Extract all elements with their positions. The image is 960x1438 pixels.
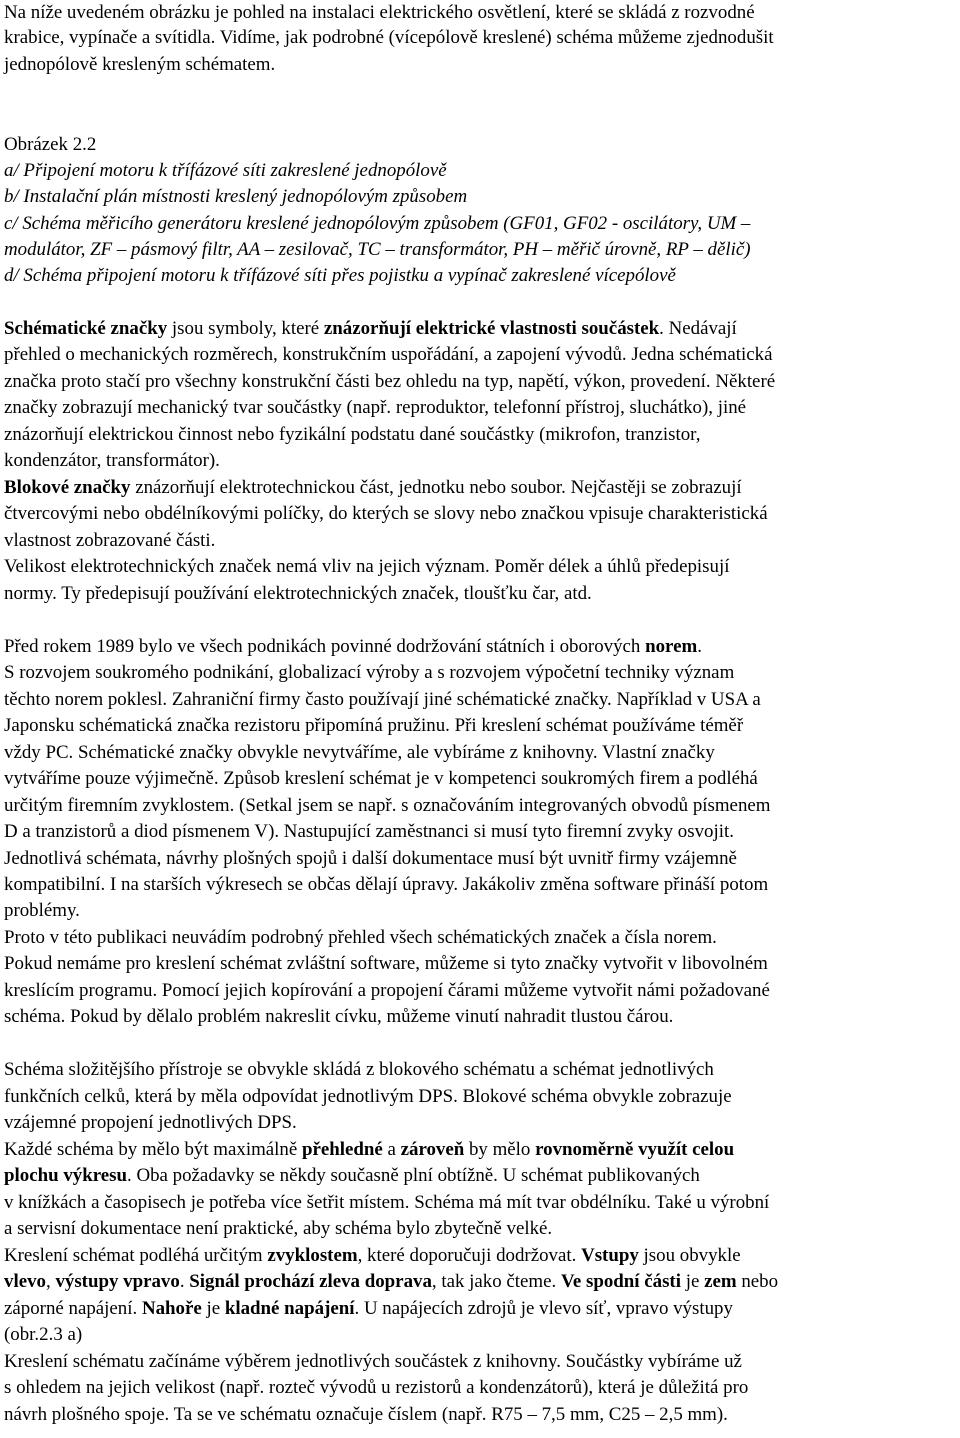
paragraph-line: značka proto stačí pro všechny konstrukční části bez ohledu na typ, napětí, výkon, provedení. Některé: [4, 371, 776, 392]
paragraph-line: vždy PC. Schématické značky obvykle nevytváříme, ale vybíráme z knihovny. Vlastní značky: [4, 742, 715, 763]
paragraph-line: normy. Ty předepisují používání elektrotechnických značek, tloušťku čar, atd.: [4, 583, 592, 604]
paragraph-line: D a tranzistorů a diod písmenem V). Nastupující zaměstnanci si musí tyto firemní zvyky osvojit.: [4, 821, 734, 842]
paragraph-line: Velikost elektrotechnických značek nemá vliv na jejich význam. Poměr délek a úhlů předepisují: [4, 556, 730, 577]
paragraph-line: Blokové značky znázorňují elektrotechnickou část, jednotku nebo soubor. Nejčastěji se zobrazují: [4, 477, 742, 498]
paragraph-line: a servisní dokumentace není praktické, aby schéma bylo zbytečně velké.: [4, 1218, 553, 1239]
paragraph-line: Každé schéma by mělo být maximálně přehledné a zároveň by mělo rovnoměrně využít celou: [4, 1139, 735, 1160]
paragraph-line: značky zobrazují mechanický tvar součástky (např. reproduktor, telefonní přístroj, sluchátko), jiné: [4, 397, 747, 418]
caption-c-line-1: c/ Schéma měřicího generátoru kreslené jednopólovým způsobem (GF01, GF02 - oscilátory, UM –: [4, 213, 751, 234]
paragraph-line: Před rokem 1989 bylo ve všech podnikách povinné dodržování státních i oborových norem.: [4, 636, 702, 657]
paragraph-line: Kreslení schémat podléhá určitým zvyklostem, které doporučuji dodržovat. Vstupy jsou obvykle: [4, 1245, 741, 1266]
paragraph-line: funkčních celků, která by měla odpovídat jednotlivým DPS. Blokové schéma obvykle zobrazuje: [4, 1086, 732, 1107]
figure-label: Obrázek 2.2: [4, 134, 97, 155]
paragraph-line: (obr.2.3 a): [4, 1324, 83, 1345]
paragraph-line: čtvercovými nebo obdélníkovými políčky, do kterých se slovy nebo značkou vpisuje charakteristická: [4, 503, 768, 524]
caption-a: a/ Připojení motoru k třífázové síti zakreslené jednopólově: [4, 160, 447, 181]
paragraph-line: záporné napájení. Nahoře je kladné napájení. U napájecích zdrojů je vlevo síť, vpravo výstupy: [4, 1298, 733, 1319]
paragraph-line: kreslícím programu. Pomocí jejich kopírování a propojení čárami můžeme vytvořit námi požadované: [4, 980, 770, 1001]
paragraph-line: určitým firemním zvyklostem. (Setkal jsem se např. s označováním integrovaných obvodů písmenem: [4, 795, 771, 816]
paragraph-line: v knížkách a časopisech je potřeba více šetřit místem. Schéma má mít tvar obdélníku. Také u výrobní: [4, 1192, 770, 1213]
paragraph-line: přehled o mechanických rozměrech, konstrukčním uspořádání, a zapojení vývodů. Jedna schématická: [4, 344, 773, 365]
paragraph-line: plochu výkresu. Oba požadavky se někdy současně plní obtížně. U schémat publikovaných: [4, 1165, 700, 1186]
paragraph-line: Jednotlivá schémata, návrhy plošných spojů i další dokumentace musí být uvnitř firmy vzájemně: [4, 848, 737, 869]
caption-b: b/ Instalační plán místnosti kreslený jednopólovým způsobem: [4, 186, 468, 207]
paragraph-line: Schématické značky jsou symboly, které znázorňují elektrické vlastnosti součástek. Nedávají: [4, 318, 737, 339]
paragraph-line: Kreslení schématu začínáme výběrem jednotlivých součástek z knihovny. Součástky vybíráme už: [4, 1351, 742, 1372]
paragraph-line: vytváříme pouze výjimečně. Způsob kreslení schémat je v kompetenci soukromých firem a podléhá: [4, 768, 758, 789]
caption-c-line-2: modulátor, ZF – pásmový filtr, AA – zesilovač, TC – transformátor, PH – měřič úrovně, RP – dělič): [4, 239, 751, 260]
paragraph-line: návrh plošného spoje. Ta se ve schématu označuje číslem (např. R75 – 7,5 mm, C25 – 2,5 mm).: [4, 1404, 728, 1425]
intro-line-2: krabice, vypínače a svítidla. Vidíme, jak podrobné (vícepólově kreslené) schéma můžeme zjednodušit: [4, 27, 774, 48]
paragraph-line: problémy.: [4, 900, 80, 921]
paragraph-line: Proto v této publikaci neuvádím podrobný přehled všech schématických značek a čísla norem.: [4, 927, 717, 948]
paragraph-line: s ohledem na jejich velikost (např. rozteč vývodů u rezistorů a kondenzátorů), která je důležitá pro: [4, 1377, 749, 1398]
paragraph-line: schéma. Pokud by dělalo problém nakreslit cívku, můžeme vinutí nahradit tlustou čárou.: [4, 1006, 674, 1027]
paragraph-line: kondenzátor, transformátor).: [4, 450, 220, 471]
paragraph-line: S rozvojem soukromého podnikání, globalizací výroby a s rozvojem výpočetní techniky význam: [4, 662, 735, 683]
paragraph-line: Japonsku schématická značka rezistoru připomíná pružinu. Při kreslení schémat používáme téměř: [4, 715, 744, 736]
paragraph-line: vlastnost zobrazované části.: [4, 530, 216, 551]
intro-line-3: jednopólově kresleným schématem.: [4, 54, 276, 75]
paragraph-line: Pokud nemáme pro kreslení schémat zvláštní software, můžeme si tyto značky vytvořit v libovolném: [4, 953, 768, 974]
paragraph-line: těchto norem poklesl. Zahraniční firmy často používají jiné schématické značky. Například v USA a: [4, 689, 761, 710]
paragraph-line: znázorňují elektrickou činnost nebo fyzikální podstatu dané součástky (mikrofon, tranzistor,: [4, 424, 701, 445]
intro-line-1: Na níže uvedeném obrázku je pohled na instalaci elektrického osvětlení, které se skládá z rozvodné: [4, 2, 755, 23]
paragraph-line: Schéma složitějšího přístroje se obvykle skládá z blokového schématu a schémat jednotlivých: [4, 1059, 714, 1080]
caption-d: d/ Schéma připojení motoru k třífázové síti přes pojistku a vypínač zakreslené vícepólově: [4, 265, 676, 286]
paragraph-line: kompatibilní. I na starších výkresech se občas dělají úpravy. Jakákoliv změna software přináší potom: [4, 874, 769, 895]
paragraph-line: vzájemné propojení jednotlivých DPS.: [4, 1112, 297, 1133]
paragraph-line: vlevo, výstupy vpravo. Signál prochází zleva doprava, tak jako čteme. Ve spodní části je zem nebo: [4, 1271, 779, 1292]
